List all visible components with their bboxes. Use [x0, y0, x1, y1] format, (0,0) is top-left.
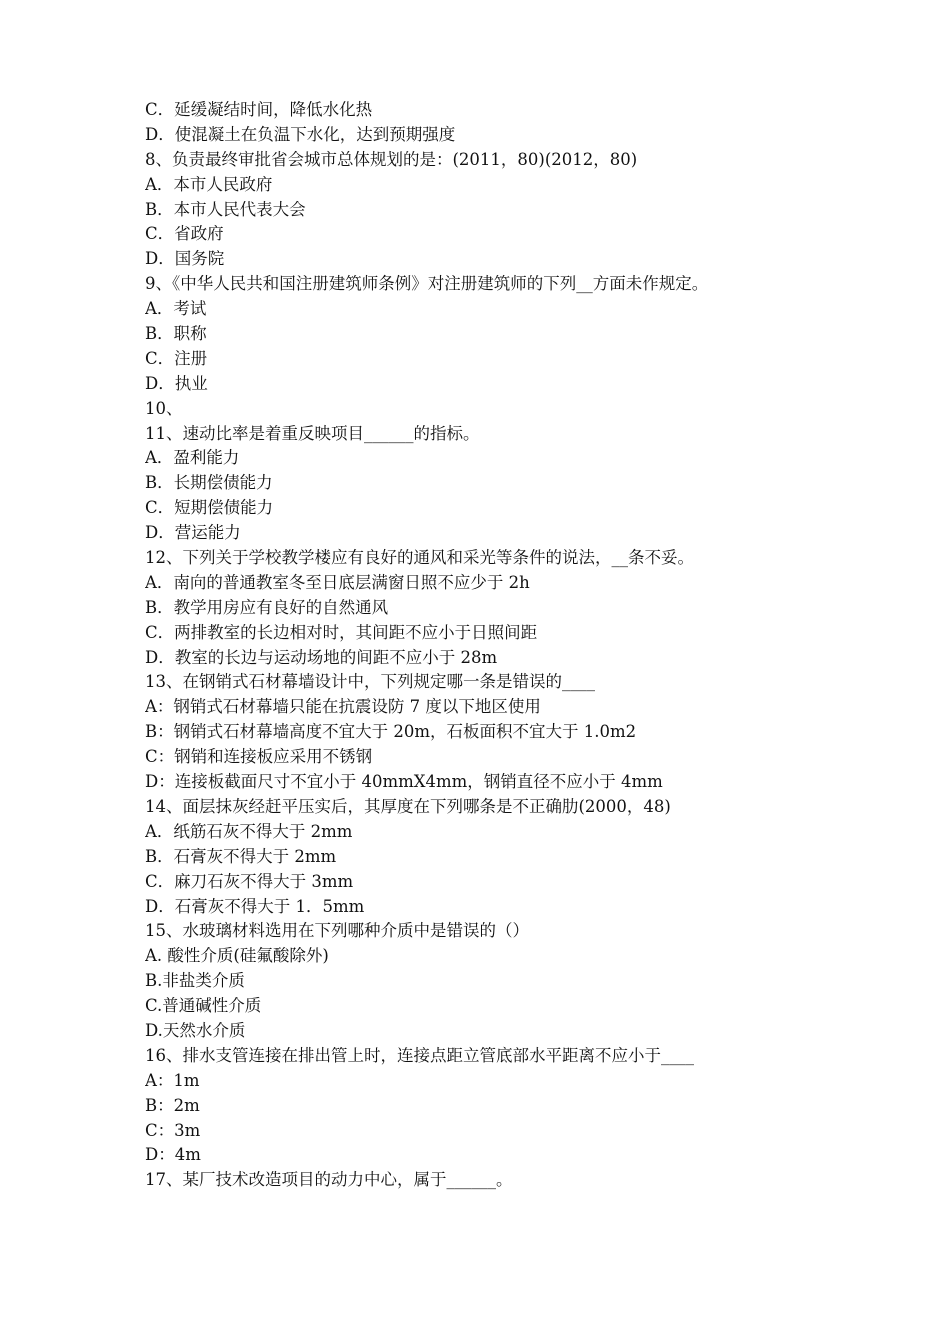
question-line: 8、负责最终审批省会城市总体规划的是：(2011，80)(2012，80): [145, 149, 638, 169]
option-line: B．教学用房应有良好的自然通风: [145, 597, 389, 617]
option-line: C．省政府: [145, 224, 224, 244]
option-line: B：2m: [145, 1095, 200, 1115]
question-line: 11、速动比率是着重反映项目______的指标。: [145, 423, 480, 443]
question-line: 16、排水支管连接在排出管上时，连接点距立管底部水平距离不应小于____: [145, 1045, 694, 1065]
option-line: C．短期偿债能力: [145, 498, 274, 518]
question-line: 17、某厂技术改造项目的动力中心，属于______。: [145, 1170, 513, 1190]
option-line: B．长期偿债能力: [145, 473, 273, 493]
option-line: C：钢销和连接板应采用不锈钢: [145, 747, 373, 767]
option-line: A．本市人民政府: [145, 174, 273, 194]
option-line: A．盈利能力: [145, 448, 240, 468]
option-line: B．石膏灰不得大于 2mm: [145, 846, 337, 866]
option-line: D：连接板截面尺寸不宜小于 40mmX4mm，钢销直径不应小于 4mm: [145, 772, 663, 792]
option-line: D．石膏灰不得大于 1．5mm: [145, 896, 365, 916]
option-line: A．考试: [145, 299, 207, 319]
option-line: D．国务院: [145, 249, 225, 269]
option-line: B.非盐类介质: [145, 971, 245, 991]
question-line: 14、面层抹灰经赶平压实后，其厚度在下列哪条是不正确肋(2000，48): [145, 796, 671, 816]
option-line: B．本市人民代表大会: [145, 199, 306, 219]
option-line: D.天然水介质: [145, 1020, 246, 1040]
question-line: 12、下列关于学校教学楼应有良好的通风和采光等条件的说法，__条不妥。: [145, 548, 694, 568]
option-line: C．麻刀石灰不得大于 3mm: [145, 871, 354, 891]
option-line: A：钢销式石材幕墙只能在抗震设防 7 度以下地区使用: [145, 697, 541, 717]
option-line: D．使混凝土在负温下水化，达到预期强度: [145, 124, 456, 144]
option-line: A. 酸性介质(硅氟酸除外): [145, 946, 329, 966]
question-line: 15、水玻璃材料选用在下列哪种介质中是错误的（）: [145, 921, 529, 941]
option-line: D：4m: [145, 1145, 201, 1165]
question-line: 9、《中华人民共和国注册建筑师条例》对注册建筑师的下列__方面未作规定。: [145, 274, 709, 294]
option-line: D．教室的长边与运动场地的间距不应小于 28m: [145, 647, 498, 667]
option-line: C．两排教室的长边相对时，其间距不应小于日照间距: [145, 622, 538, 642]
option-line: C．注册: [145, 348, 208, 368]
option-line: A．南向的普通教室冬至日底层满窗日照不应少于 2h: [145, 572, 530, 592]
option-line: D．营运能力: [145, 523, 241, 543]
option-line: A：1m: [145, 1070, 200, 1090]
option-line: C．延缓凝结时间，降低水化热: [145, 100, 373, 119]
option-line: C.普通碱性介质: [145, 996, 262, 1016]
question-line: 13、在钢销式石材幕墙设计中，下列规定哪一条是错误的____: [145, 672, 595, 692]
option-line: A．纸筋石灰不得大于 2mm: [145, 821, 353, 841]
document-page: [145, 98, 835, 1193]
option-line: B：钢销式石材幕墙高度不宜大于 20m，石板面积不宜大于 1.0m2: [145, 722, 637, 742]
option-line: C：3m: [145, 1120, 201, 1140]
option-line: B．职称: [145, 324, 207, 344]
question-line: 10、: [145, 398, 183, 418]
option-line: D．执业: [145, 373, 208, 393]
